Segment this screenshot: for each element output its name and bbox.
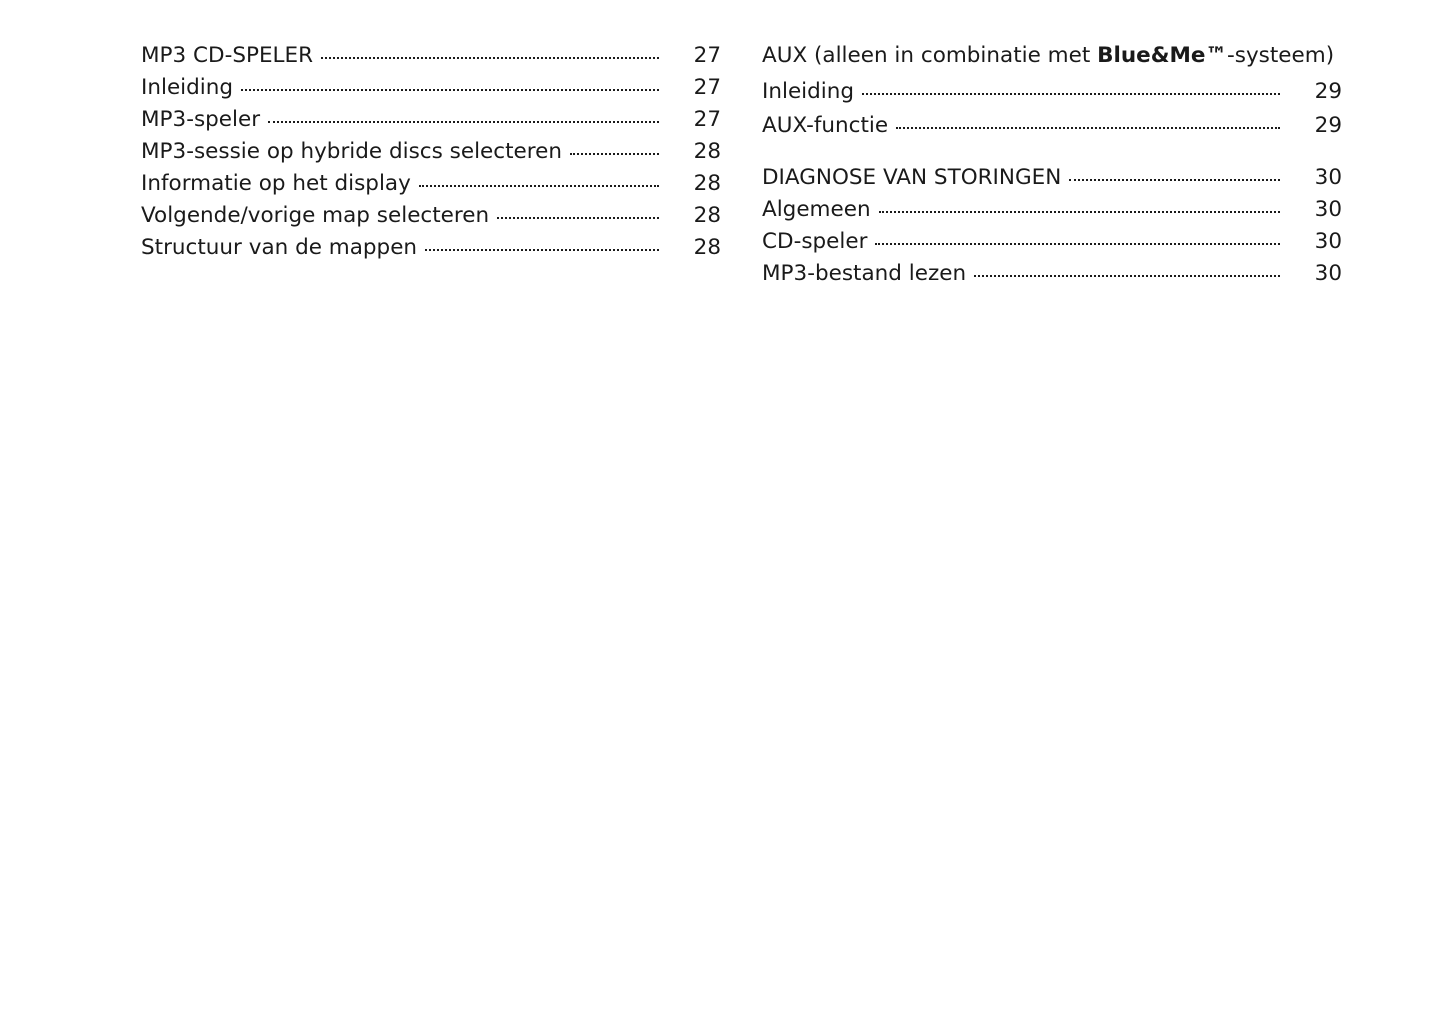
dot-leader	[419, 185, 659, 187]
toc-entry-page: 30	[1314, 197, 1342, 222]
toc-entry-label: Algemeen	[762, 197, 871, 222]
dot-leader	[497, 217, 659, 219]
section-gap	[762, 143, 1342, 162]
aux-heading-suffix: -systeem)	[1226, 43, 1335, 68]
toc-entry-label: Volgende/vorige map selecteren	[141, 203, 490, 228]
toc-entry-algemeen[interactable]	[762, 194, 1342, 226]
toc-entry-page: 30	[1314, 229, 1342, 254]
toc-entry-page: 27	[693, 75, 721, 100]
toc-entry-mp3-speler[interactable]	[141, 104, 721, 136]
toc-entry-label: MP3-sessie op hybride discs selecteren	[141, 139, 562, 164]
toc-entry-page: 27	[693, 43, 721, 68]
dot-leader	[1069, 179, 1280, 181]
toc-entry-volgende-vorige-map[interactable]	[141, 200, 721, 232]
toc-entry-label: MP3-speler	[141, 107, 261, 132]
toc-entry-page: 28	[693, 139, 721, 164]
toc-entry-label: AUX-functie	[762, 113, 889, 138]
toc-entry-inleiding[interactable]	[141, 72, 721, 104]
toc-entry-label: Informatie op het display	[141, 171, 411, 196]
toc-entry-mp3-sessie[interactable]	[141, 136, 721, 168]
dot-leader	[879, 211, 1280, 213]
aux-heading-brand: Blue&Me™	[1097, 43, 1227, 68]
aux-heading-prefix: AUX (alleen in combinatie met	[762, 43, 1098, 68]
toc-entry-page: 30	[1314, 165, 1342, 190]
toc-entry-page: 30	[1314, 261, 1342, 286]
dot-leader	[268, 121, 659, 123]
dot-leader	[570, 153, 659, 155]
toc-entry-structuur-mappen[interactable]	[141, 232, 721, 264]
toc-entry-label: Inleiding	[141, 75, 234, 100]
dot-leader	[974, 275, 1280, 277]
toc-entry-label: Inleiding	[762, 79, 855, 104]
toc-entry-label: Structuur van de mappen	[141, 235, 418, 260]
toc-entry-page: 27	[693, 107, 721, 132]
toc-entry-cd-speler[interactable]	[762, 226, 1342, 258]
toc-entry-aux-functie[interactable]	[762, 109, 1342, 143]
dot-leader	[241, 89, 659, 91]
toc-left-column	[141, 40, 721, 264]
dot-leader	[425, 249, 659, 251]
toc-entry-informatie-display[interactable]	[141, 168, 721, 200]
toc-entry-label: MP3 CD-SPELER	[141, 43, 314, 68]
toc-entry-page: 28	[693, 235, 721, 260]
toc-entry-page: 29	[1314, 79, 1342, 104]
toc-entry-page: 28	[693, 171, 721, 196]
toc-entry-label: MP3-bestand lezen	[762, 261, 967, 286]
toc-entry-page: 29	[1314, 113, 1342, 138]
toc-entry-diagnose-storingen[interactable]	[762, 162, 1342, 194]
toc-entry-mp3-bestand-lezen[interactable]	[762, 258, 1342, 290]
toc-entry-label: DIAGNOSE VAN STORINGEN	[762, 165, 1062, 190]
toc-entry-page: 28	[693, 203, 721, 228]
toc-entry-aux-inleiding[interactable]	[762, 75, 1342, 109]
toc-right-column	[762, 40, 1342, 290]
dot-leader	[896, 127, 1280, 129]
dot-leader	[862, 93, 1280, 95]
toc-entry-label: CD-speler	[762, 229, 868, 254]
dot-leader	[321, 57, 659, 59]
dot-leader	[875, 243, 1280, 245]
toc-entry-mp3-cd-speler[interactable]	[141, 40, 721, 72]
aux-section-heading	[762, 40, 1342, 72]
